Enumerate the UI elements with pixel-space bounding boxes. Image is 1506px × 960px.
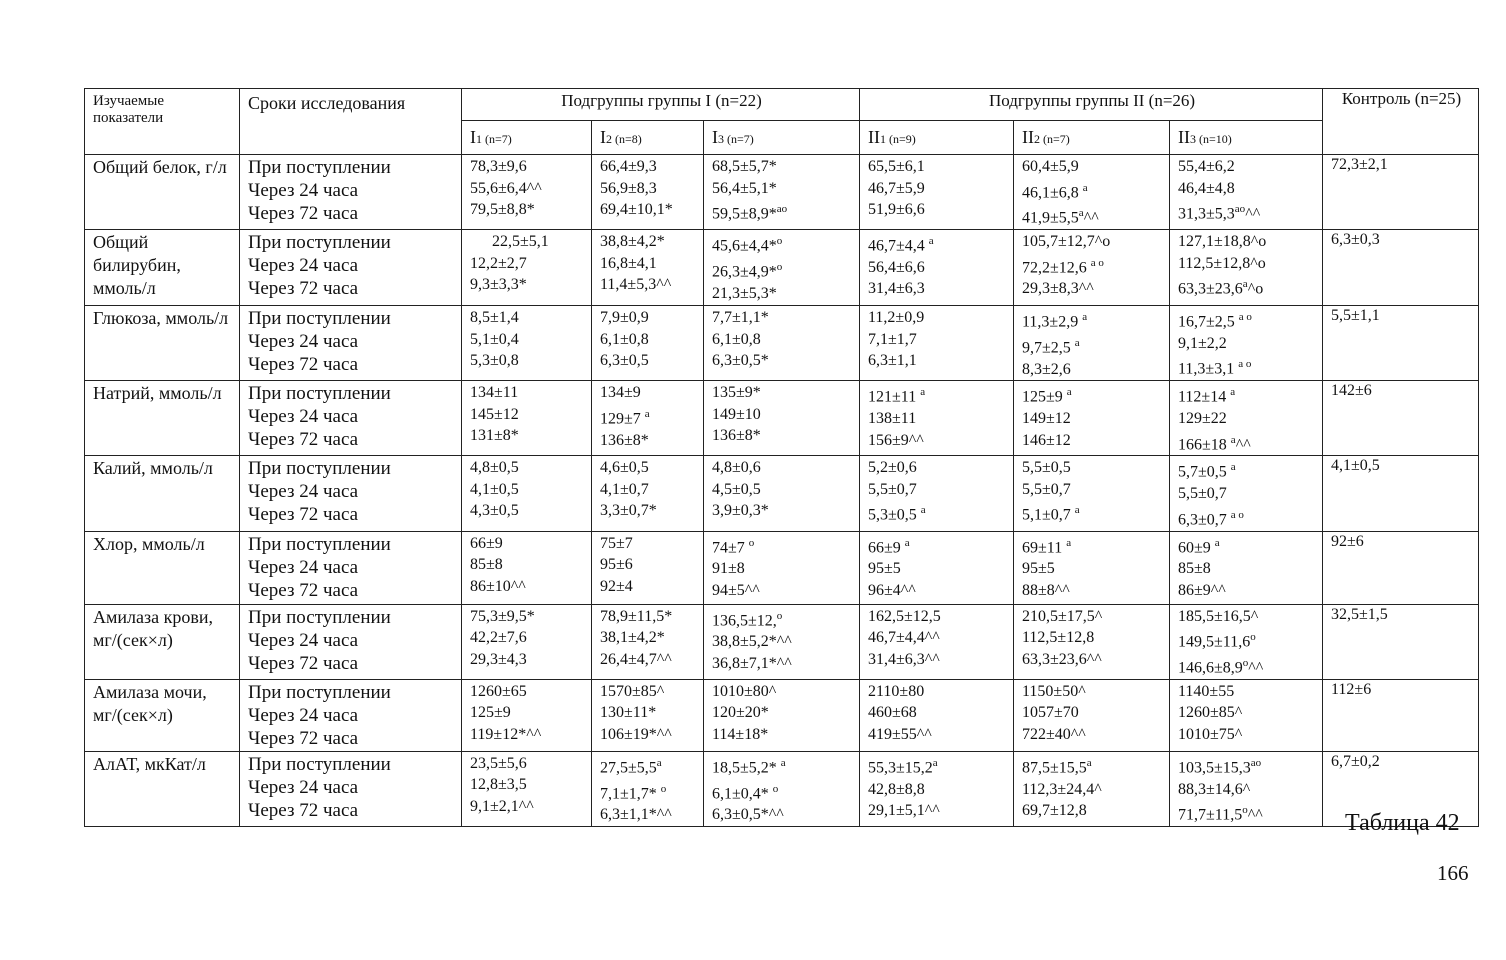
value-cell [860,531,1014,604]
table-row [85,456,1479,531]
value: 114±18* [712,725,769,743]
value: 79,5±8,8* [470,201,535,218]
header-group1: Подгруппы группы I (n=22) [462,89,860,121]
term-label: Через 24 часа [248,180,359,201]
control-cell: 112±6 [1323,679,1479,751]
value: 135±9* [712,384,761,402]
value: 16,8±4,1 [600,254,657,272]
row-param: Глюкоза, ммоль/л [85,306,240,381]
value: 31,4±6,3^^ [868,650,940,668]
value: $87,5\pm 15,5^а$ [1022,756,1092,777]
value: 4,1±0,7 [600,480,649,498]
term-label: Через 24 часа [248,331,359,353]
value-cell [1014,679,1170,751]
value: 46,7±4,4 $^а$ [868,235,934,255]
value: 162,5±12,5 [868,607,941,625]
value: 86±10^^ [470,577,526,595]
value: 59,5±8,9*$^{ао}$ [712,203,788,223]
value: 75±7 [600,534,633,552]
table-row [85,751,1479,826]
value: 46,7±5,9 [868,179,925,197]
value: 156±9^^ [868,431,924,449]
row-terms [240,155,462,230]
value: 46,4±4,8 [1178,179,1235,197]
value: 6,3±0,5*^^ [712,806,784,824]
value: 6,3±0,5* [712,352,769,370]
term-label: При поступлении [248,681,391,703]
value: $103,5\pm 15,3^{ао}$ [1178,756,1262,777]
value-cell [860,456,1014,531]
value: 45,6±4,4*$^о$ [712,235,783,255]
value-cell [462,155,592,230]
value: 7,7±1,1* [712,309,769,327]
value: 95±5 [1022,560,1055,578]
value: $149,5\pm 11,6^о$ [1178,631,1256,651]
value: 1570±85^ [600,682,665,700]
table-row [85,155,1479,230]
row-param: Общий билирубин, ммоль/л [85,230,240,306]
value: 29,1±5,1^^ [868,802,940,820]
value: 55,4±6,2 [1178,158,1235,175]
control-cell: 6,3±0,3 [1323,230,1479,306]
value: 95±6 [600,556,633,574]
value: 7,1±1,7* $^о$ [600,782,667,802]
value-cell [1170,381,1323,456]
value: 60±9 $^а$ [1178,536,1220,556]
value-cell [704,531,860,604]
term-label: При поступлении [248,458,391,480]
value-cell [462,531,592,604]
value: $146,6\pm 8,9^о\^{}\^{}$ [1178,656,1264,677]
value: 68,5±5,7* [712,158,777,175]
value: 1140±55 [1178,682,1235,700]
value: 1260±65 [470,682,527,700]
value: 145±12 [470,405,519,423]
value-cell [704,751,860,826]
value: 8,5±1,4 [470,309,519,327]
value: 65,5±6,1 [868,158,925,175]
value: 134±9 [600,384,641,402]
value-cell [1170,604,1323,679]
value-cell [1014,604,1170,679]
control-cell: 142±6 [1323,381,1479,456]
term-label: Через 72 часа [248,727,359,749]
value: 85±8 [470,556,503,574]
value: 6,1±0,8 [600,330,649,348]
value: 66,4±9,3 [600,158,657,175]
value: 1057±70 [1022,704,1079,722]
value: 31,4±6,3 [868,280,925,298]
table-row [85,306,1479,381]
value: 85±8 [1178,560,1211,578]
value: 69±11 $^а$ [1022,536,1072,556]
value: 722±40^^ [1022,725,1086,743]
value: 460±68 [868,704,917,722]
value: 1010±80^ [712,682,777,700]
value: 56,9±8,3 [600,179,657,197]
value: 18,5±5,2* $^а$ [712,756,786,777]
value: 16,7±2,5 $^{а о}$ [1178,311,1252,331]
value-cell [704,230,860,306]
value: 130±11* [600,704,657,722]
value-cell [1170,679,1323,751]
value: 129±7 $^а$ [600,407,650,428]
value: 136±8* [600,431,649,449]
table-row [85,381,1479,456]
term-label: Через 72 часа [248,203,359,224]
value-cell [860,230,1014,306]
term-label: При поступлении [248,157,391,178]
term-label: При поступлении [248,232,391,254]
value: 419±55^^ [868,725,932,743]
term-label: Через 24 часа [248,255,359,277]
value: 9,3±3,3* [470,276,527,294]
value: 138±11 [868,410,917,428]
value-cell [860,306,1014,381]
value-cell [860,751,1014,826]
value-cell [462,456,592,531]
value: 4,3±0,5 [470,502,519,520]
value-cell [1170,751,1323,826]
value: 5,3±0,8 [470,352,519,370]
value-cell [860,155,1014,230]
term-label: Через 72 часа [248,278,359,300]
value: 94±5^^ [712,581,760,599]
value: 88,3±14,6^ [1178,780,1251,798]
value: 4,1±0,5 [470,480,519,498]
value-cell [592,679,704,751]
value-cell [1014,456,1170,531]
value: 6,1±0,4* $^о$ [712,782,779,802]
value-cell [860,679,1014,751]
term-label: Через 72 часа [248,579,359,601]
value: 72,2±12,6 $^{а о}$ [1022,256,1104,276]
value: 112,5±12,8 [1022,629,1095,647]
value: 125±9 [470,704,511,722]
value: 78,9±11,5* [600,607,673,625]
value: 2110±80 [868,682,925,700]
term-label: При поступлении [248,606,391,628]
value: 21,3±5,3* [712,284,777,302]
value: 12,2±2,7 [470,254,527,272]
value: 42,2±7,6 [470,629,527,647]
row-terms [240,381,462,456]
page-number: 166 [1437,861,1469,885]
value: 112,5±12,8^о [1178,254,1266,272]
value: 210,5±17,5^ [1022,607,1103,625]
value: 9,1±2,1^^ [470,797,534,815]
value: 134±11 [470,384,519,402]
value-cell [860,604,1014,679]
term-label: Через 72 часа [248,429,359,451]
term-label: Через 24 часа [248,406,359,428]
header-subgroup: I2 (n=8) [592,121,704,155]
value: 60,4±5,9 [1022,158,1079,175]
row-terms [240,751,462,826]
value: 4,8±0,5 [470,459,519,477]
value: 66±9 $^а$ [868,536,910,556]
value: 9,1±2,2 [1178,334,1227,352]
header-param: Изучаемые показатели [85,89,240,155]
value-cell [462,751,592,826]
value: 69,4±10,1* [600,201,673,218]
term-label: Через 72 часа [248,354,359,376]
term-label: При поступлении [248,753,391,775]
value: 125±9 $^а$ [1022,386,1072,406]
value: 88±8^^ [1022,581,1070,599]
value: 56,4±5,1* [712,179,777,197]
term-label: При поступлении [248,533,391,555]
value-cell [704,381,860,456]
value-cell [462,306,592,381]
value: 46,1±6,8 $^а$ [1022,181,1088,201]
value: 149±12 [1022,410,1071,428]
value-cell [592,306,704,381]
value: 5,2±0,6 [868,459,917,477]
header-subgroup: I3 (n=7) [704,121,860,155]
control-cell: 72,3±2,1 [1323,155,1479,230]
header-subgroup: II3 (n=10) [1170,121,1323,155]
value: 127,1±18,8^о [1178,233,1267,251]
row-param: АлАТ, мкКат/л [85,751,240,826]
value: 166±18 $^а$^^ [1178,433,1251,453]
value: $71,7\pm 11,5^о\^{}\^{}$ [1178,804,1263,824]
term-label: Через 24 часа [248,704,359,726]
table-row [85,531,1479,604]
term-label: При поступлении [248,383,391,405]
value: 26,3±4,9*$^о$ [712,260,783,281]
header-terms: Сроки исследования [240,89,462,155]
value-cell [592,456,704,531]
value-cell [1014,751,1170,826]
value-cell [704,456,860,531]
header-group2: Подгруппы группы II (n=26) [860,89,1323,121]
value: 29,3±4,3 [470,650,527,668]
value: 12,8±3,5 [470,776,527,794]
control-cell: 32,5±1,5 [1323,604,1479,679]
value-cell [462,381,592,456]
value: 5,5±0,7 [868,480,917,498]
value-cell [592,381,704,456]
value: 136±8* [712,427,761,445]
value-cell [704,306,860,381]
value: 105,7±12,7^о [1022,233,1111,251]
value: 1260±85^ [1178,704,1243,722]
row-param: Общий белок, г/л [85,155,240,230]
value-cell [704,155,860,230]
value: 3,3±0,7* [600,502,657,520]
value: 1010±75^ [1178,725,1243,743]
value-cell [1170,306,1323,381]
table-caption: Таблица 42 [1345,810,1460,836]
value: 56,4±6,6 [868,258,925,276]
value: 11,3±2,9 $^а$ [1022,311,1088,331]
value: $63,3\pm 23,6^а\^{}о$ [1178,278,1264,298]
value: 86±9^^ [1178,581,1226,599]
value: 92±4 [600,577,633,595]
value-cell [1014,230,1170,306]
value: 7,9±0,9 [600,309,649,327]
term-label: Через 24 часа [248,481,359,503]
value: 96±4^^ [868,581,916,599]
value: 6,3±0,7 $^{а о}$ [1178,508,1244,529]
value-cell [1014,155,1170,230]
value-cell [860,381,1014,456]
value-cell [592,155,704,230]
row-param: Натрий, ммоль/л [85,381,240,456]
term-label: Через 72 часа [248,504,359,526]
value: 6,3±1,1 [868,352,917,370]
row-terms [240,456,462,531]
value: 63,3±23,6^^ [1022,650,1102,668]
value-cell [1170,230,1323,306]
header-control: Контроль (n=25) [1323,89,1479,155]
term-label: Через 24 часа [248,556,359,578]
value: 78,3±9,6 [470,158,527,175]
value-cell [1170,531,1323,604]
table-row [85,230,1479,306]
value: 69,7±12,8 [1022,802,1087,820]
value: 38,1±4,2* [600,629,665,647]
value-cell [704,679,860,751]
value: 29,3±8,3^^ [1022,280,1094,298]
value-cell [1170,456,1323,531]
value: 11,3±3,1 $^{а о}$ [1178,358,1252,378]
value: 106±19*^^ [600,725,672,743]
value: 38,8±5,2*^^ [712,633,792,651]
value: 5,5±0,7 [1022,480,1071,498]
header-subgroup: II2 (n=7) [1014,121,1170,155]
value: 46,7±4,4^^ [868,629,940,647]
control-cell: 92±6 [1323,531,1479,604]
value: 5,7±0,5 $^а$ [1178,461,1236,481]
value: 95±5 [868,560,901,578]
value: 26,4±4,7^^ [600,650,672,668]
value: 149±10 [712,405,761,423]
term-label: Через 24 часа [248,776,359,798]
value: 5,5±0,5 [1022,459,1071,477]
row-terms [240,230,462,306]
row-terms [240,306,462,381]
value: 131±8* [470,427,519,445]
value: 120±20* [712,704,769,722]
value: 5,1±0,7 $^а$ [1022,504,1080,524]
value: 129±22 [1178,410,1227,428]
value: 4,6±0,5 [600,459,649,477]
value: 4,8±0,6 [712,459,761,477]
value: 121±11 $^а$ [868,386,926,406]
row-terms [240,531,462,604]
value-cell [1014,381,1170,456]
value: $55,3\pm 15,2^а$ [868,756,938,777]
value-cell [592,230,704,306]
value: $27,5\pm 5,5^а$ [600,756,662,777]
value: 9,7±2,5 $^а$ [1022,336,1080,357]
value: 185,5±16,5^ [1178,607,1259,625]
value: 3,9±0,3* [712,502,769,520]
term-label: При поступлении [248,308,391,330]
value: 1150±50^ [1022,682,1086,700]
row-param: Калий, ммоль/л [85,456,240,531]
value: 7,1±1,7 [868,330,917,348]
value: 22,5±5,1 [492,233,549,251]
value-cell [592,604,704,679]
control-cell: 4,1±0,5 [1323,456,1479,531]
value: 6,1±0,8 [712,330,761,348]
value: 11,2±0,9 [868,309,925,327]
term-label: Через 72 часа [248,652,359,674]
term-label: Через 24 часа [248,629,359,651]
value: 75,3±9,5* [470,607,535,625]
value: 5,5±0,7 [1178,485,1227,503]
control-cell: 5,5±1,1 [1323,306,1479,381]
table-row [85,679,1479,751]
value: 4,5±0,5 [712,480,761,498]
value-cell [1170,155,1323,230]
value-cell [462,679,592,751]
term-label: Через 72 часа [248,799,359,821]
row-param: Амилаза мочи, мг/(сек×л) [85,679,240,751]
value: 36,8±7,1*^^ [712,654,792,672]
value: 146±12 [1022,431,1071,449]
row-param: Амилаза крови, мг/(сек×л) [85,604,240,679]
value: 8,3±2,6 [1022,360,1071,378]
value: 55,6±6,4^^ [470,179,542,197]
value-cell [1014,306,1170,381]
value: 11,4±5,3^^ [600,276,672,294]
value: $31,3\pm 5,3^{ао}\^{}\^{}$ [1178,203,1261,223]
value-cell [704,604,860,679]
value: 91±8 [712,560,745,578]
value: 5,1±0,4 [470,330,519,348]
value-cell [592,751,704,826]
value: 112±14 $^а$ [1178,386,1236,406]
value: 5,3±0,5 $^а$ [868,504,926,524]
value: 112,3±24,4^ [1022,780,1102,798]
value: 23,5±5,6 [470,754,527,772]
value: 119±12*^^ [470,725,542,743]
value: 6,3±0,5 [600,352,649,370]
value: 74±7 $^о$ [712,536,755,556]
row-param: Хлор, ммоль/л [85,531,240,604]
value: 51,9±6,6 [868,201,925,218]
value-cell [462,230,592,306]
value: $41,9\pm 5,5^а\^{}\^{}$ [1022,207,1099,227]
value: 38,8±4,2* [600,233,665,251]
value: 42,8±8,8 [868,780,925,798]
value-cell [1014,531,1170,604]
value: 66±9 [470,534,503,552]
value: 6,3±1,1*^^ [600,806,672,824]
value-cell [462,604,592,679]
control-cell: 6,7±0,2 [1323,751,1479,826]
row-terms [240,679,462,751]
value-cell [592,531,704,604]
value: 136,5±12,$^о$ [712,609,783,629]
header-subgroup: I1 (n=7) [462,121,592,155]
row-terms [240,604,462,679]
table-row [85,604,1479,679]
data-table [84,88,1479,827]
header-subgroup: II1 (n=9) [860,121,1014,155]
